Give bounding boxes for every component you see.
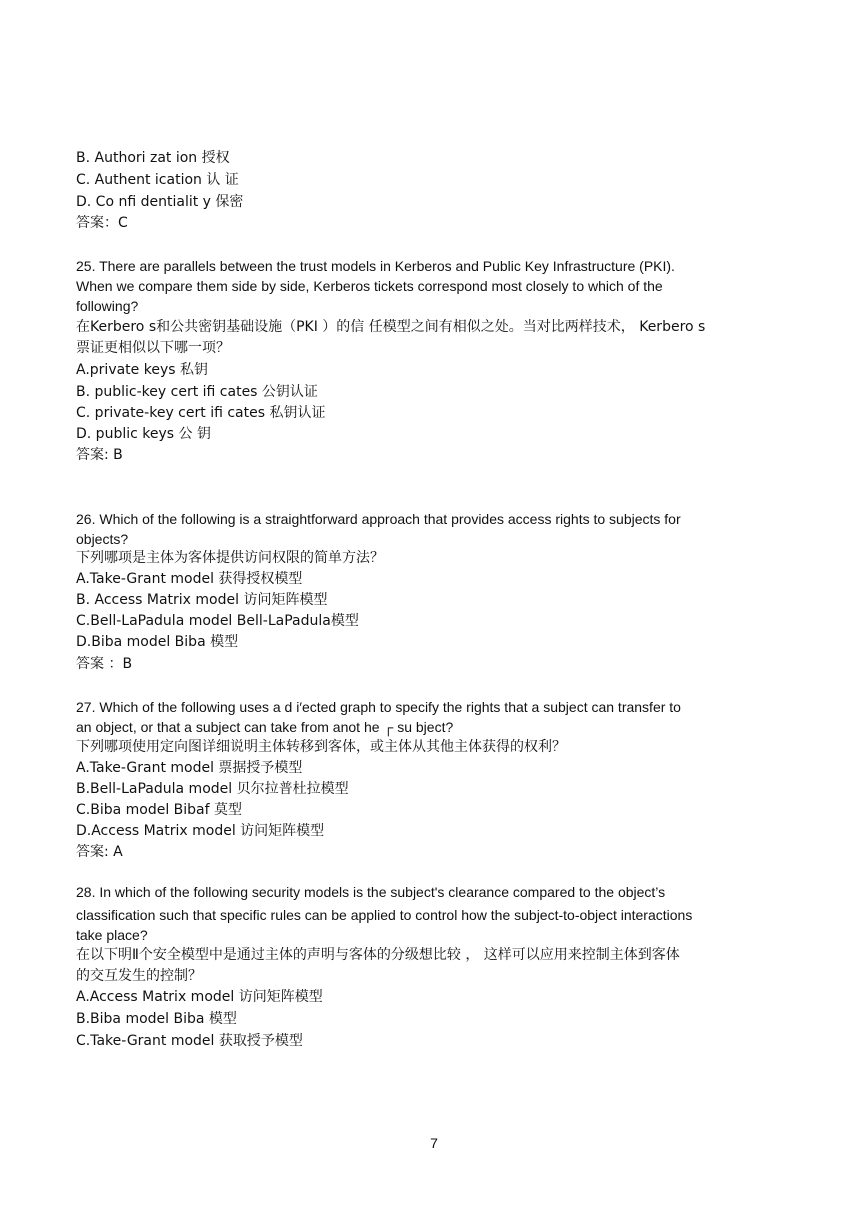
q27-option-a: A.Take-Grant model 票据授予模型 [76,760,303,776]
q25-option-d: D. public keys 公 钥 [76,426,211,442]
q25-stem-zh-line2: 票证更相似以下哪一项？ [76,340,230,356]
q27-option-c: C.Biba model Bibaf 莫型 [76,802,243,818]
q24-option-b: B. Authori zat ion 授权 [76,150,230,166]
q27-answer: 答案: A [76,844,123,860]
q24-answer: 答案：C [76,215,128,231]
q25-option-c: C. private-key cert ifi cates 私钥认证 [76,405,326,421]
q26-answer: 答案 ：B [76,656,133,672]
q27-stem-en-line1: 27. Which of the following uses a d i′ected graph to specify the rights that a subject can transfer to [76,699,681,715]
q26-option-c: C.Bell-LaPadula model Bell-LaPadula模型 [76,613,359,629]
q26-stem-zh-line1: 下列哪项是主体为客体提供访问权限的简单方法？ [76,550,384,566]
q27-stem-zh-line1: 下列哪项使用定向图详细说明主体转移到客体，或主体从其他主体获得的权利？ [76,739,566,755]
q28-option-c: C.Take-Grant model 获取授予模型 [76,1033,303,1049]
q25-stem-zh-line1: 在Kerbero s和公共密钥基础设施（PKI ）的信 任模型之间有相似之处。当对比两样技术， Kerbero s [76,319,706,335]
q26-stem-en-line1: 26. Which of the following is a straightforward approach that provides access rights to subjects for [76,511,681,527]
q25-option-b: B. public-key cert ifi cates 公钥认证 [76,384,318,400]
q28-option-b: B.Biba model Biba 模型 [76,1011,237,1027]
q28-stem-zh-line1: 在以下明Ⅱ个安全模型中是通过主体的声明与客体的分级想比较 ， 这样可以应用来控制主体到客体 [76,947,680,963]
q25-answer: 答案: B [76,447,123,463]
q28-stem-en-line2: classification such that specific rules can be applied to control how the subject-to-object interactions [76,907,693,923]
q26-option-d: D.Biba model Biba 模型 [76,634,239,650]
q28-stem-en-line3: take place? [76,927,148,943]
q26-option-b: B. Access Matrix model 访问矩阵模型 [76,592,328,608]
q28-stem-zh-line2: 的交互发生的控制？ [76,968,202,984]
q27-option-b: B.Bell-LaPadula model 贝尔拉普杜拉模型 [76,781,349,797]
q26-stem-en-line2: objects? [76,531,129,547]
q28-stem-en-line1: 28. In which of the following security models is the subject's clearance compared to the object’s [76,884,666,900]
q27-stem-en-line2: an object, or that a subject can take from anot he ┌ su bject? [76,719,454,735]
q25-stem-en-line1: 25. There are parallels between the trust models in Kerberos and Public Key Infrastructure (PKI). [76,258,675,274]
q26-option-a: A.Take-Grant model 获得授权模型 [76,571,303,587]
q25-stem-en-line2: When we compare them side by side, Kerberos tickets correspond most closely to which of the [76,278,663,294]
q25-option-a: A.private keys 私钥 [76,362,208,378]
q27-option-d: D.Access Matrix model 访问矩阵模型 [76,823,325,839]
q24-option-c: C. Authent ication 认 证 [76,172,239,188]
q28-option-a: A.Access Matrix model 访问矩阵模型 [76,989,323,1005]
page-number: 7 [430,1135,438,1151]
q25-stem-en-line3: following? [76,298,139,314]
q24-option-d: D. Co nfi dentialit y 保密 [76,194,244,210]
